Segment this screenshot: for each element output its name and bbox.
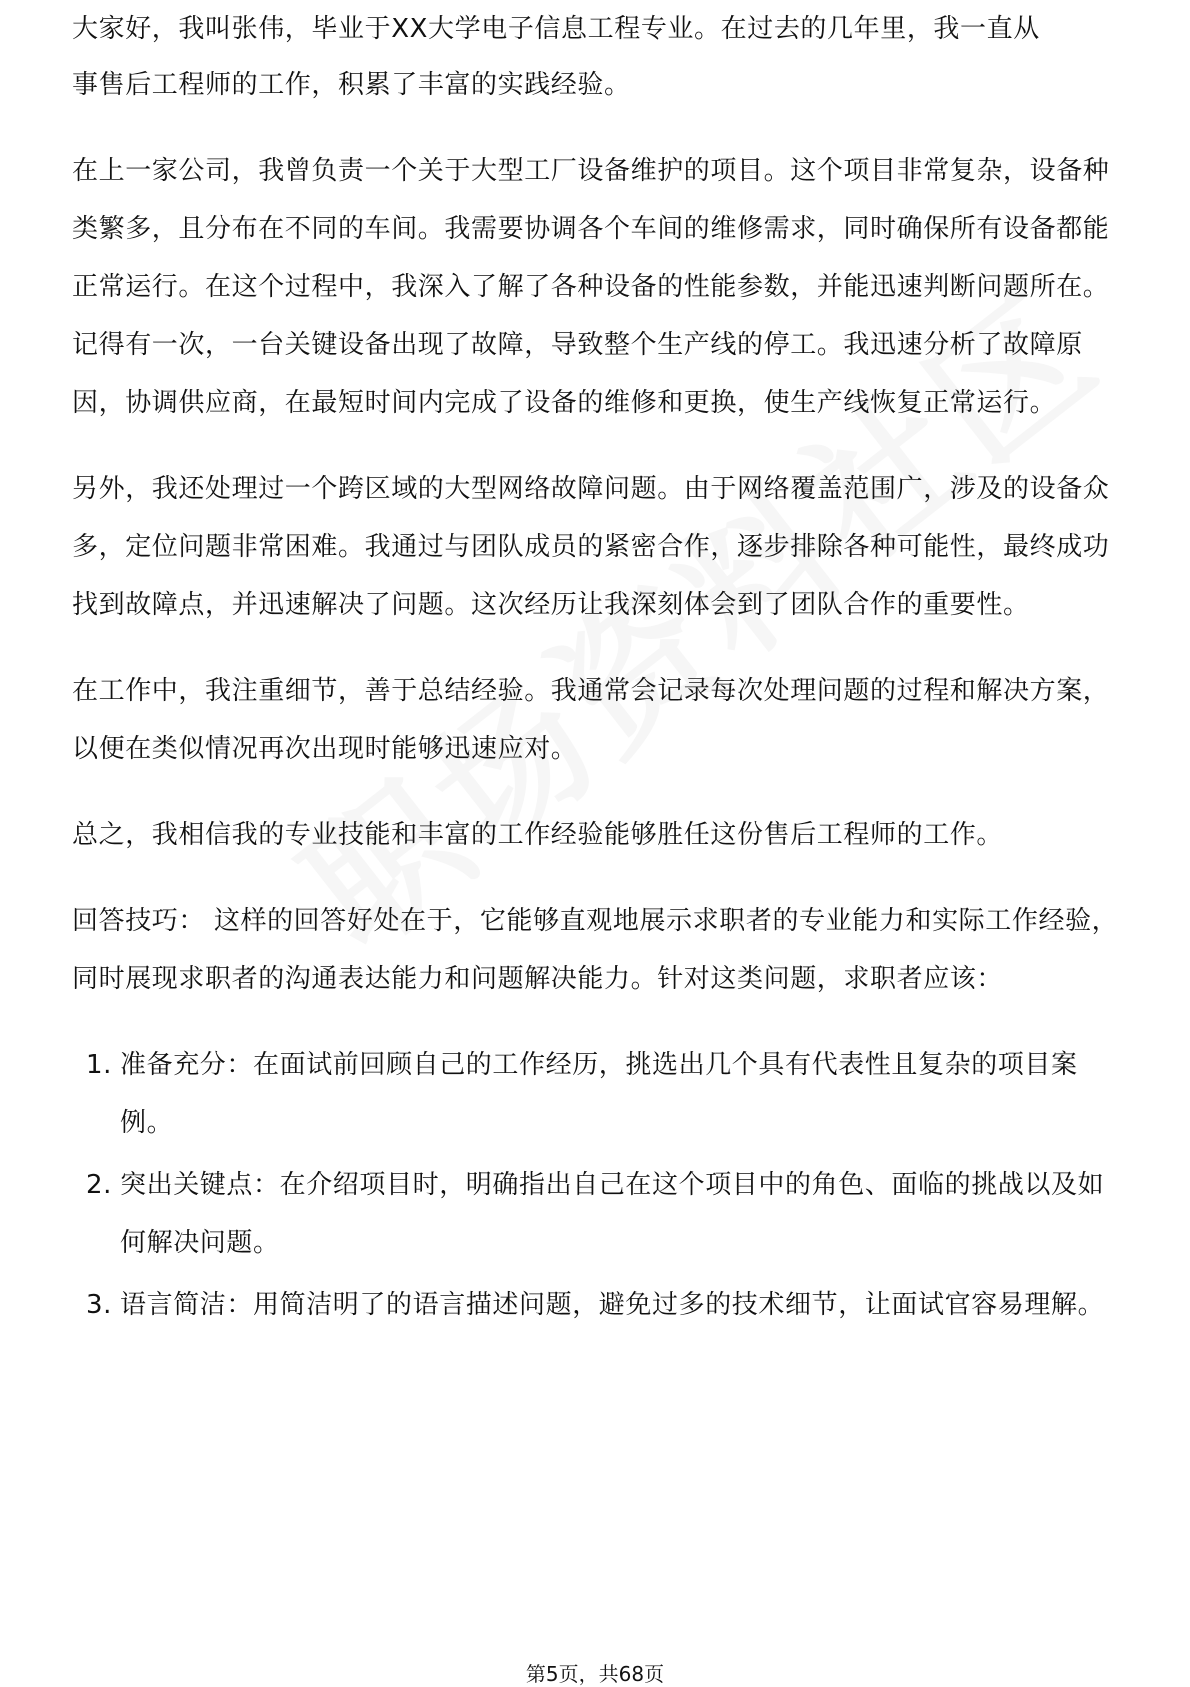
list-item [72,1156,1124,1272]
paragraph-answer-tips: 回答技巧： 这样的回答好处在于，它能够直观地展示求职者的专业能力和实际工作经验，同时展现求职者的沟通表达能力和问题解决能力。针对这类问题，求职者应该： [72,906,1119,994]
list-item-text: 语言简洁：用简洁明了的语言描述问题，避免过多的技术细节，让面试官容易理解。 [120,1290,1105,1320]
paragraph-4: 在工作中，我注重细节，善于总结经验。我通常会记录每次处理问题的过程和解决方案，以便在类似情况再次出现时能够迅速应对。 [72,676,1110,764]
paragraph-2: 在上一家公司，我曾负责一个关于大型工厂设备维护的项目。这个项目非常复杂，设备种类繁多，且分布在不同的车间。我需要协调各个车间的维修需求，同时确保所有设备都能正常运行。在这个过程中，我深入了解了各种设备的性能参数，并能迅速判断问题所在。记得有一次，一台关键设备出现了故障，导致整个生产线的停工。我迅速分析了故障原因，协调供应商，在最短时间内完成了设备的维修和更换，使生产线恢复正常运行。 [72,156,1110,418]
page-footer: 第5页，共68页 [525,1662,665,1686]
list-item-number: 2. [85,1170,112,1200]
paragraph-3: 另外，我还处理过一个跨区域的大型网络故障问题。由于网络覆盖范围广，涉及的设备众多，定位问题非常困难。我通过与团队成员的紧密合作，逐步排除各种可能性，最终成功找到故障点，并迅速解决了问题。这次经历让我深刻体会到了团队合作的重要性。 [72,474,1110,620]
list-item-number: 3. [85,1290,112,1320]
list-item [72,1276,1124,1334]
paragraph-cut-off: 大家好，我叫张伟，毕业于XX大学电子信息工程专业。在过去的几年里，我一直从 [72,14,1040,44]
list-item-text: 准备充分：在面试前回顾自己的工作经历，挑选出几个具有代表性且复杂的项目案例。 [120,1050,1078,1138]
list-item-text: 突出关键点：在介绍项目时，明确指出自己在这个项目中的角色、面临的挑战以及如何解决问题。 [120,1170,1105,1258]
paragraph-5: 总之，我相信我的专业技能和丰富的工作经验能够胜任这份售后工程师的工作。 [72,820,1004,850]
tips-list [72,1036,1124,1334]
document-body [72,0,1124,1338]
list-item-number: 1. [85,1050,112,1080]
paragraph-1: 事售后工程师的工作，积累了丰富的实践经验。 [72,70,631,100]
list-item [72,1036,1124,1152]
